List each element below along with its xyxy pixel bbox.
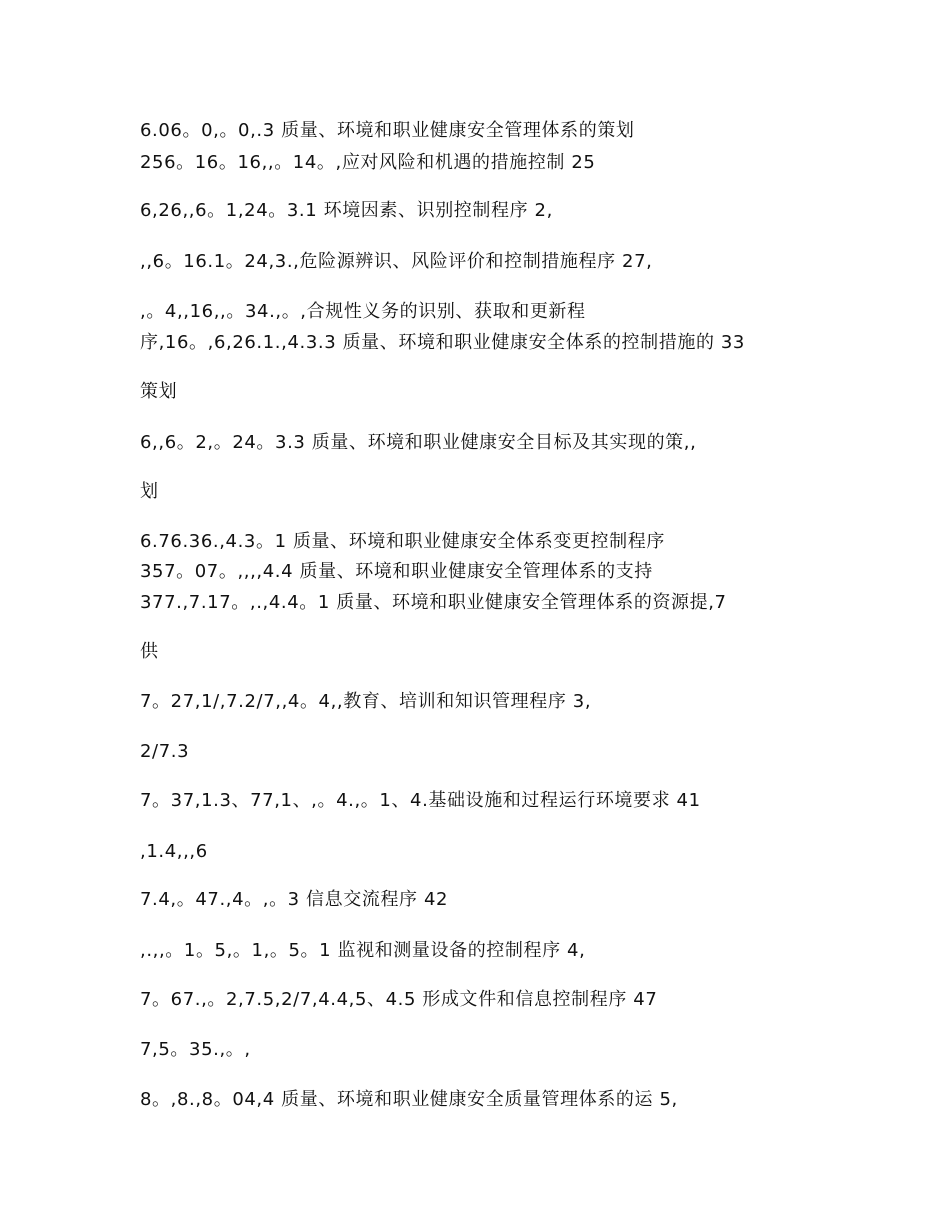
text-line: 8。,8.,8。04,4 质量、环境和职业健康安全质量管理体系的运 5, — [140, 1089, 678, 1110]
text-line: 6.76.36.,4.3。1 质量、环境和职业健康安全体系变更控制程序 — [140, 531, 665, 552]
text-line: 划 — [140, 481, 159, 502]
text-line: ,,6。16.1。24,3.,危险源辨识、风险评价和控制措施程序 27, — [140, 251, 653, 272]
text-line: ,.,,。1。5,。1,。5。1 监视和测量设备的控制程序 4, — [140, 940, 586, 961]
text-line: 7.4,。47.,4。,。3 信息交流程序 42 — [140, 889, 449, 910]
text-line: 6,,6。2,。24。3.3 质量、环境和职业健康安全目标及其实现的策,, — [140, 432, 697, 453]
text-line: 策划 — [140, 381, 178, 402]
text-line: 序,16。,6,26.1.,4.3.3 质量、环境和职业健康安全体系的控制措施的 33 — [140, 332, 745, 353]
text-line: 供 — [140, 641, 159, 662]
text-line: 7。37,1.3、77,1、,。4.,。1、4.基础设施和过程运行环境要求 41 — [140, 790, 701, 811]
text-line: 377.,7.17。,.,4.4。1 质量、环境和职业健康安全管理体系的资源提,7 — [140, 592, 727, 613]
text-line: 7。67.,。2,7.5,2/7,4.4,5、4.5 形成文件和信息控制程序 47 — [140, 989, 658, 1010]
text-line: 7,5。35.,。, — [140, 1039, 251, 1060]
text-line: ,1.4,,,6 — [140, 841, 208, 862]
text-line: ,。4,,16,,。34.,。,合规性义务的识别、获取和更新程 — [140, 301, 586, 322]
text-line: 6,26,,6。1,24。3.1 环境因素、识别控制程序 2, — [140, 200, 553, 221]
text-line: 7。27,1/,7.2/7,,4。4,,教育、培训和知识管理程序 3, — [140, 691, 592, 712]
text-line: 6.06。0,。0,.3 质量、环境和职业健康安全管理体系的策划 — [140, 120, 635, 141]
text-line: 357。07。,,,,4.4 质量、环境和职业健康安全管理体系的支持 — [140, 561, 653, 582]
text-line: 2/7.3 — [140, 741, 190, 762]
text-line: 256。16。16,,。14。,应对风险和机遇的措施控制 25 — [140, 152, 596, 173]
